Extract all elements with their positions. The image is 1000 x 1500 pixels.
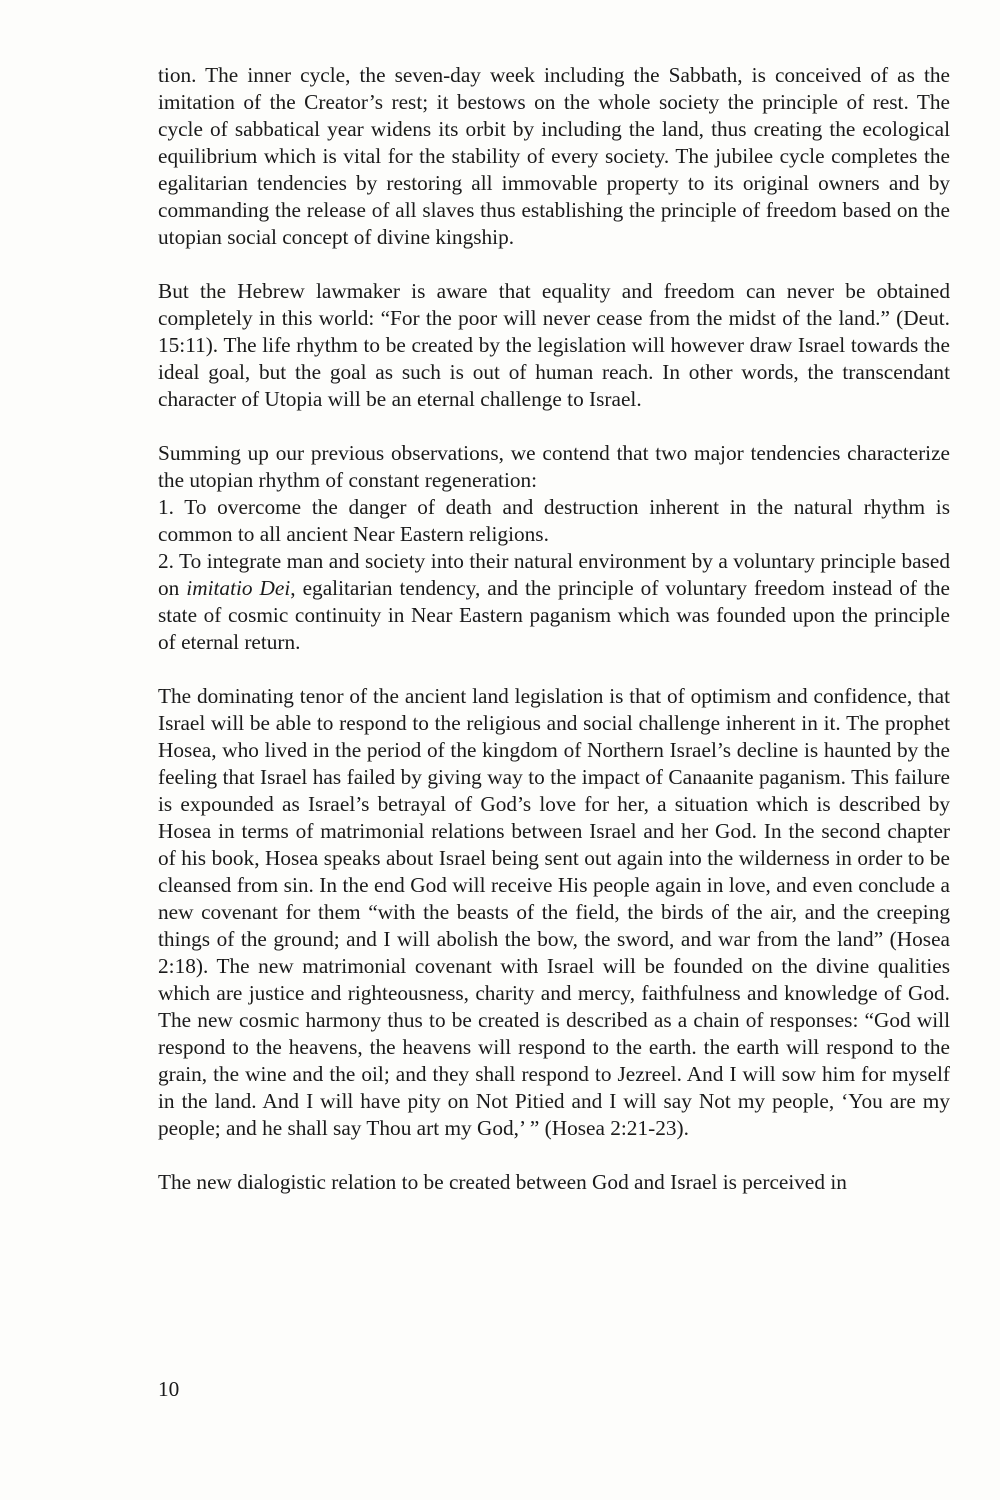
paragraph-3: Summing up our previous observations, we contend that two major tendencies characterize the utopian rhythm of constant regeneration: [158, 441, 950, 492]
page-number: 10 [158, 1377, 180, 1401]
numbered-list [158, 494, 950, 656]
list-item-1: 1. To overcome the danger of death and destruction inherent in the natural rhythm is common to all ancient Near Eastern religions. [158, 495, 950, 546]
paragraph-1: tion. The inner cycle, the seven-day week including the Sabbath, is conceived of as the imitation of the Creator’s rest; it bestows on the whole society the principle of rest. The cycle of sabbatical year widens its orbit by including the land, thus creating the ecological equilibrium which is vital for the stability of every society. The jubilee cycle completes the egalitarian tendencies by restoring all immovable property to its original owners and by commanding the release of all slaves thus establishing the principle of freedom based on the utopian social concept of divine kingship. [158, 63, 950, 249]
list-item-2 [158, 548, 950, 656]
list-item-2-italic-term: imitatio Dei [186, 576, 291, 600]
paragraph-5: The new dialogistic relation to be created between God and Israel is perceived in [158, 1170, 847, 1194]
body-text [158, 62, 950, 1196]
list-item-2-text-end: , egalitarian tendency, and the principle of voluntary freedom instead of the state of cosmic continuity in Near Eastern paganism which was founded upon the principle of eternal return. [158, 576, 950, 654]
list-item-2-text-start: 2. To integrate man and society into their natural environment by a voluntary principle based on [158, 549, 950, 600]
paragraph-2: But the Hebrew lawmaker is aware that equality and freedom can never be obtained completely in this world: “For the poor will never cease from the midst of the land.” (Deut. 15:11). The life rhythm to be created by the legislation will however draw Israel towards the ideal goal, but the goal as such is out of human reach. In other words, the transcendant character of Utopia will be an eternal challenge to Israel. [158, 279, 950, 411]
paragraph-4: The dominating tenor of the ancient land legislation is that of optimism and confidence, that Israel will be able to respond to the religious and social challenge inherent in it. The prophet Hosea, who lived in the period of the kingdom of Northern Israel’s decline is haunted by the feeling that Israel has failed by giving way to the impact of Canaanite paganism. This failure is expounded as Israel’s betrayal of God’s love for her, a situation which is described by Hosea in terms of matrimonial relations between Israel and her God. In the second chapter of his book, Hosea speaks about Israel being sent out again into the wilderness in order to be cleansed from sin. In the end God will receive His people again in love, and even conclude a new covenant for them “with the beasts of the field, the birds of the air, and the creeping things of the ground; and I will abolish the bow, the sword, and war from the land” (Hosea 2:18). The new matrimonial covenant with Israel will be founded on the divine qualities which are justice and righteousness, charity and mercy, faithfulness and knowledge of God. The new cosmic harmony thus to be created is described as a chain of responses: “God will respond to the heavens, the heavens will respond to the earth. the earth will respond to the grain, the wine and the oil; and they shall respond to Jezreel. And I will sow him for myself in the land. And I will have pity on Not Pitied and I will say Not my people, ‘You are my people; and he shall say Thou art my God,’ ” (Hosea 2:21-23). [158, 684, 950, 1140]
